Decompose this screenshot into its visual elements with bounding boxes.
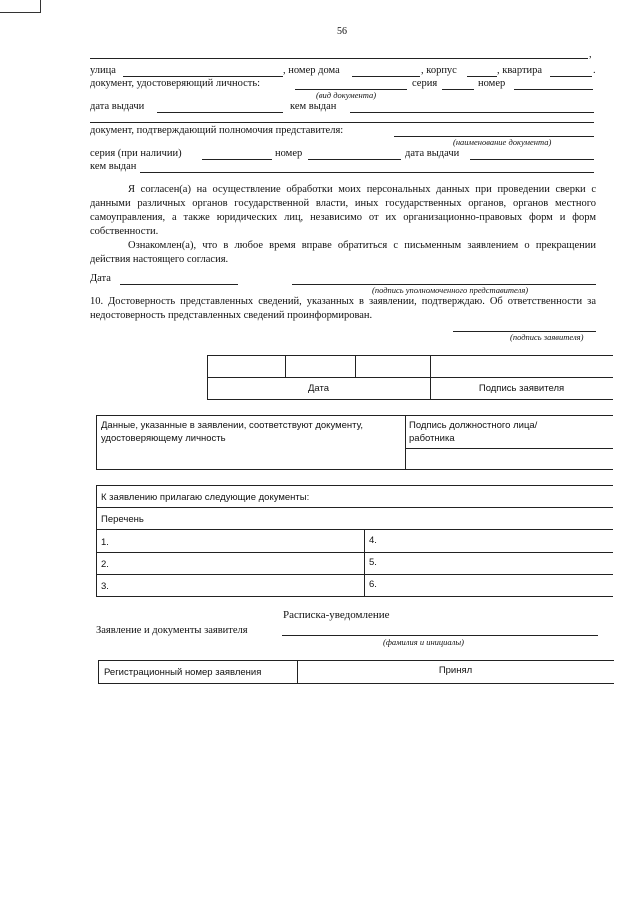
- docs-table-div: [364, 529, 365, 596]
- rep-doc-issued-by-field[interactable]: [140, 172, 594, 173]
- docs-item-3[interactable]: 3.: [101, 581, 109, 592]
- id-doc-number-label: номер: [478, 78, 506, 89]
- receipt-table-left: [98, 660, 99, 683]
- date-cell-year[interactable]: [358, 358, 428, 374]
- id-doc-series-field[interactable]: [442, 89, 474, 90]
- building-label: , корпус: [421, 65, 457, 76]
- address-top-comma: ,: [589, 49, 592, 60]
- date-table-mid: [207, 377, 613, 378]
- verify-table-div: [405, 415, 406, 469]
- docs-table-left: [96, 485, 97, 596]
- receipt-accepted-label: Принял: [438, 665, 473, 676]
- verify-table-left-text: Данные, указанные в заявлении, соответствуют документу, удостоверяющему личность: [101, 420, 364, 444]
- verify-table-left: [96, 415, 97, 469]
- docs-table-line5: [96, 574, 613, 575]
- receipt-line-label: Заявление и документы заявителя: [96, 625, 248, 636]
- id-doc-issued-by-label: кем выдан: [290, 101, 337, 112]
- receipt-title: Расписка-уведомление: [283, 609, 390, 621]
- docs-item-1[interactable]: 1.: [101, 537, 109, 548]
- item10-text: 10. Достоверность представленных сведений, указанных в заявлении, подтверждаю. Об ответственности за недостоверность представленных сведений проинформирован.: [90, 296, 596, 321]
- date-table-top: [207, 355, 613, 356]
- scan-corner-mark: [0, 0, 41, 13]
- id-doc-issued-by-extra-line[interactable]: [90, 122, 594, 123]
- verify-table-right-text: Подпись должностного лица/работника: [409, 420, 538, 444]
- date-table-bottom: [207, 399, 613, 400]
- verify-table-top: [96, 415, 613, 416]
- page-number: 56: [337, 26, 347, 37]
- consent-date-label: Дата: [90, 273, 111, 284]
- receipt-reg-number-label: Регистрационный номер заявления: [104, 667, 262, 678]
- rep-signature-hint: (подпись уполномоченного представителя): [372, 285, 529, 295]
- docs-item-6[interactable]: 6.: [369, 579, 377, 590]
- receipt-table-bottom: [98, 683, 614, 684]
- id-doc-issue-date-label: дата выдачи: [90, 101, 145, 112]
- verify-table-right-mid: [405, 448, 613, 449]
- id-doc-issued-by-field[interactable]: [350, 112, 594, 113]
- date-table-div1: [285, 355, 286, 377]
- street-field[interactable]: [123, 76, 283, 77]
- date-cell-day[interactable]: [210, 358, 283, 374]
- consent-paragraph: Я согласен(а) на осуществление обработки моих персональных данных при проведении сверки с данными различных органов государственной власти, иных государственных органов, органов местного самоуправления, а также юридических лиц, независимо от их организационно-правовых форм и форм собственности.: [90, 184, 596, 237]
- apartment-label: , квартира: [497, 65, 543, 76]
- official-signature-cell[interactable]: [408, 451, 611, 467]
- rep-doc-issue-date-label: дата выдачи: [405, 148, 460, 159]
- address-period: .: [593, 65, 596, 76]
- apartment-field[interactable]: [550, 76, 592, 77]
- date-table-date-label: Дата: [307, 383, 330, 394]
- consent-date-field[interactable]: [120, 284, 238, 285]
- receipt-applicant-name-field[interactable]: [282, 635, 598, 636]
- id-doc-number-field[interactable]: [514, 89, 593, 90]
- acknowledgement-paragraph: Ознакомлен(а), что в любое время вправе обратиться с письменным заявлением о прекращении действия настоящего согласия.: [90, 240, 596, 265]
- rep-doc-type-hint: (наименование документа): [453, 137, 552, 147]
- rep-doc-issue-date-field[interactable]: [470, 159, 594, 160]
- building-field[interactable]: [467, 76, 497, 77]
- docs-item-5[interactable]: 5.: [369, 557, 377, 568]
- street-label: улица: [90, 65, 116, 76]
- id-doc-label: документ, удостоверяющий личность:: [90, 78, 261, 89]
- docs-table-line4: [96, 552, 613, 553]
- applicant-signature-cell[interactable]: [433, 358, 611, 374]
- docs-table-line2: [96, 507, 613, 508]
- date-table-signature-label: Подпись заявителя: [478, 383, 565, 394]
- docs-table-bottom: [96, 596, 613, 597]
- rep-doc-label: документ, подтверждающий полномочия представителя:: [90, 125, 344, 136]
- id-doc-type-hint: (вид документа): [316, 90, 377, 100]
- docs-item-2[interactable]: 2.: [101, 559, 109, 570]
- rep-doc-number-label: номер: [275, 148, 303, 159]
- docs-table-top: [96, 485, 613, 486]
- receipt-name-hint: (фамилия и инициалы): [383, 637, 464, 647]
- id-doc-series-label: серия: [412, 78, 438, 89]
- verify-table-bottom: [96, 469, 613, 470]
- rep-doc-number-field[interactable]: [308, 159, 401, 160]
- rep-doc-issued-by-label: кем выдан: [90, 161, 137, 172]
- receipt-table-top: [98, 660, 614, 661]
- docs-item-4[interactable]: 4.: [369, 535, 377, 546]
- id-doc-issue-date-field[interactable]: [157, 112, 283, 113]
- docs-table-line3: [96, 529, 613, 530]
- docs-table-list-label: Перечень: [101, 514, 144, 525]
- applicant-signature-hint: (подпись заявителя): [510, 332, 584, 342]
- rep-doc-series-label: серия (при наличии): [90, 148, 182, 159]
- rep-doc-series-field[interactable]: [202, 159, 272, 160]
- date-cell-month[interactable]: [288, 358, 353, 374]
- address-top-line[interactable]: [90, 58, 588, 59]
- docs-table-heading: К заявлению прилагаю следующие документы:: [101, 492, 310, 503]
- date-table-div2: [355, 355, 356, 377]
- house-field[interactable]: [352, 76, 420, 77]
- house-label: , номер дома: [283, 65, 340, 76]
